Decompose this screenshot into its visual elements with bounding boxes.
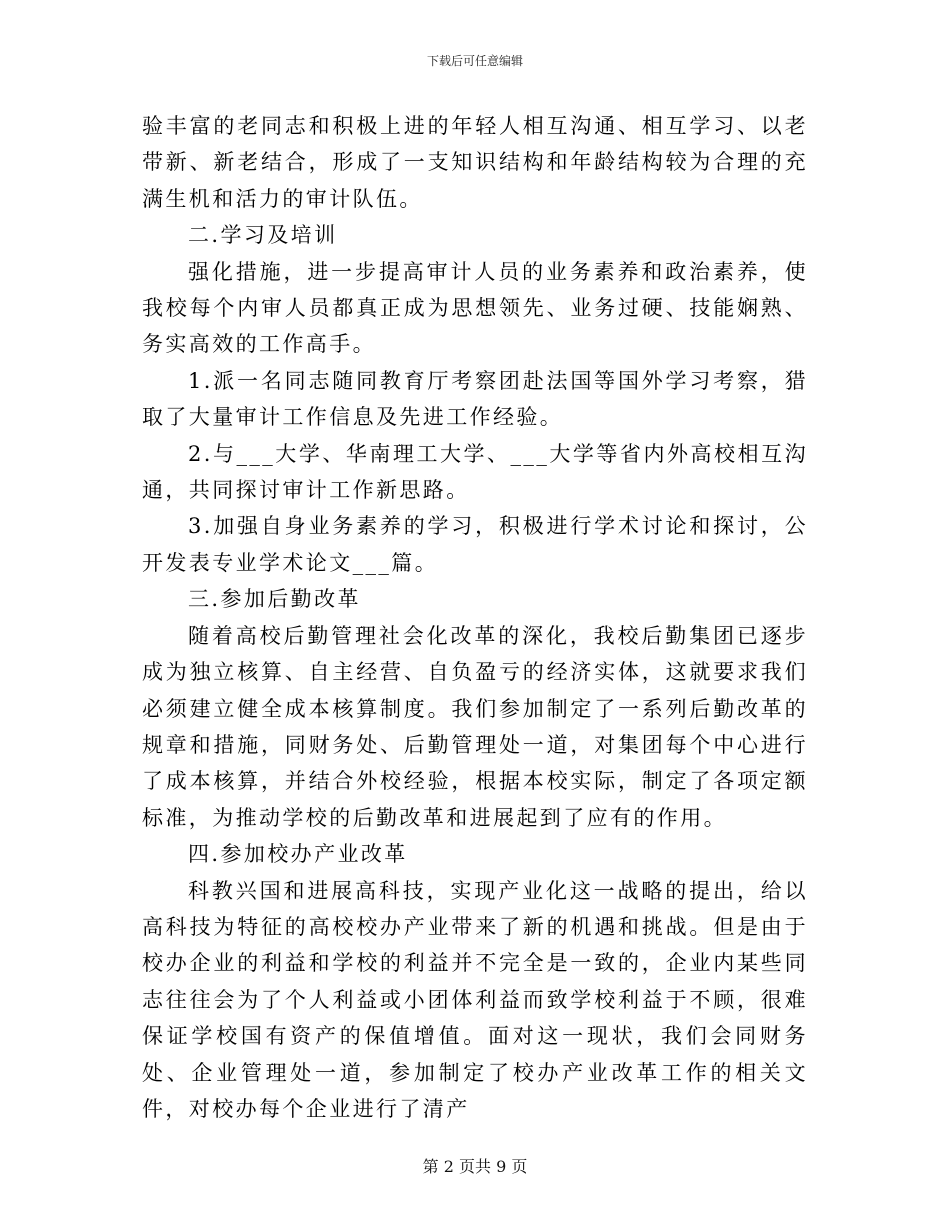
body-paragraph-continuation: 验丰富的老同志和积极上进的年轻人相互沟通、相互学习、以老带新、新老结合，形成了一支知识结构和年龄结构较为合理的充满生机和活力的审计队伍。: [142, 114, 808, 211]
list-item-3: 3.加强自身业务素养的学习，积极进行学术讨论和探讨，公开发表专业学术论文___篇。: [142, 514, 808, 575]
page-number: 第 2 页共 9 页: [422, 1157, 528, 1176]
section-heading-industry-reform: 四.参加校办产业改革: [188, 842, 408, 867]
list-item-2: 2.与___大学、华南理工大学、___大学等省内外高校相互沟通，共同探讨审计工作新思路。: [142, 441, 808, 503]
section-heading-logistics-reform: 三.参加后勤改革: [188, 587, 361, 612]
section-heading-study-training: 二.学习及培训: [188, 223, 338, 248]
body-paragraph: 强化措施，进一步提高审计人员的业务素养和政治素养，使我校每个内审人员都真正成为思想领先、业务过硬、技能娴熟、务实高效的工作高手。: [142, 259, 808, 357]
document-body: [142, 108, 808, 1127]
list-item-1: 1.派一名同志随同教育厅考察团赴法国等国外学习考察，猎取了大量审计工作信息及先进工作经验。: [142, 368, 808, 430]
page-header-note: 下载后可任意编辑: [426, 54, 523, 68]
body-paragraph: 随着高校后勤管理社会化改革的深化，我校后勤集团已逐步成为独立核算、自主经营、自负盈亏的经济实体，这就要求我们必须建立健全成本核算制度。我们参加制定了一系列后勤改革的规章和措施，同财务处、后勤管理处一道，对集团每个中心进行了成本核算，并结合外校经验，根据本校实际，制定了各项定额标准，为推动学校的后勤改革和进展起到了应有的作用。: [142, 623, 808, 830]
body-paragraph: 科教兴国和进展高科技，实现产业化这一战略的提出，给以高科技为特征的高校校办产业带来了新的机遇和挑战。但是由于校办企业的利益和学校的利益并不完全是一致的，企业内某些同志往往会为了个人利益或小团体利益而致学校利益于不顾，很难保证学校国有资产的保值增值。面对这一现状，我们会同财务处、企业管理处一道，参加制定了校办产业改革工作的相关文件，对校办每个企业进行了清产: [142, 878, 808, 1121]
